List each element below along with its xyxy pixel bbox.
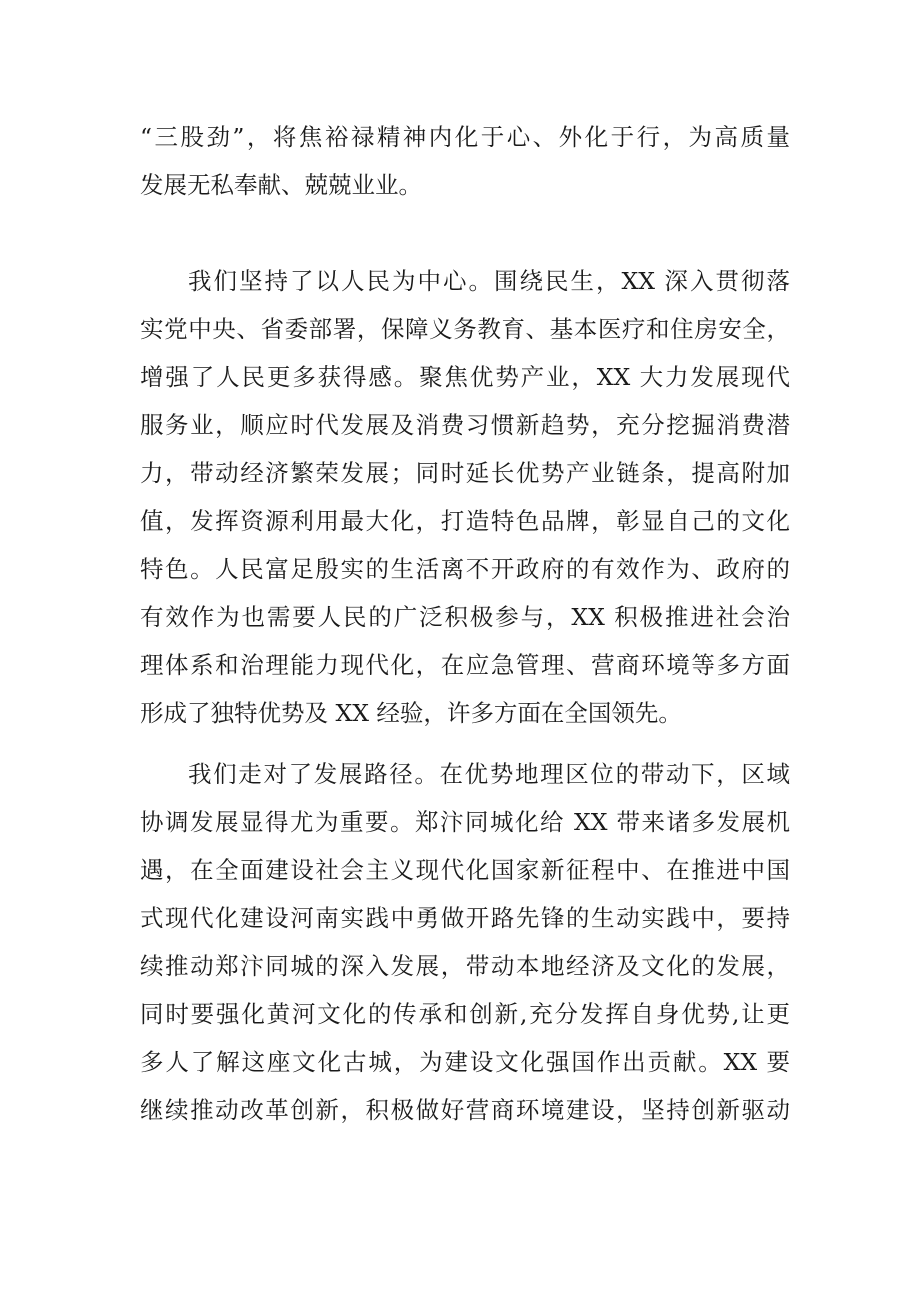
text-line: 力，带动经济繁荣发展；同时延长优势产业链条，提高附加 — [140, 459, 790, 487]
text-line: 服务业，顺应时代发展及消费习惯新趋势，充分挖掘消费潜 — [140, 411, 790, 439]
text-line: 协调发展显得尤为重要。郑汴同城化给 XX 带来诸多发展机 — [140, 808, 790, 836]
paragraph-1 — [140, 113, 790, 209]
text-line: 我们走对了发展路径。在优势地理区位的带动下，区域 — [188, 760, 790, 788]
text-line: 我们坚持了以人民为中心。围绕民生，XX 深入贯彻落 — [188, 267, 790, 295]
text-line: 续推动郑汴同城的深入发展，带动本地经济及文化的发展， — [140, 952, 790, 980]
text-line: 式现代化建设河南实践中勇做开路先锋的生动实践中，要持 — [140, 904, 790, 932]
text-line: “三股劲”，将焦裕禄精神内化于心、外化于行，为高质量 — [140, 123, 790, 151]
text-line: 遇，在全面建设社会主义现代化国家新征程中、在推进中国 — [140, 856, 790, 884]
text-line: 继续推动改革创新，积极做好营商环境建设，坚持创新驱动 — [140, 1096, 790, 1124]
text-line: 同时要强化黄河文化的传承和创新,充分发挥自身优势,让更 — [140, 1000, 790, 1028]
text-line: 特色。人民富足殷实的生活离不开政府的有效作为、政府的 — [140, 555, 790, 583]
text-line: 增强了人民更多获得感。聚焦优势产业，XX 大力发展现代 — [140, 363, 790, 391]
text-line: 有效作为也需要人民的广泛积极参与，XX 积极推进社会治 — [140, 603, 790, 631]
paragraph-3 — [140, 750, 790, 1134]
text-line: 值，发挥资源利用最大化，打造特色品牌，彰显自己的文化 — [140, 507, 790, 535]
paragraph-2 — [140, 257, 790, 737]
text-line: 理体系和治理能力现代化，在应急管理、营商环境等多方面 — [140, 651, 790, 679]
text-line: 形成了独特优势及 XX 经验，许多方面在全国领先。 — [140, 699, 682, 727]
text-line: 实党中央、省委部署，保障义务教育、基本医疗和住房安全， — [140, 315, 790, 343]
text-line: 多人了解这座文化古城，为建设文化强国作出贡献。XX 要 — [140, 1048, 790, 1076]
text-line: 发展无私奉献、兢兢业业。 — [140, 171, 422, 199]
